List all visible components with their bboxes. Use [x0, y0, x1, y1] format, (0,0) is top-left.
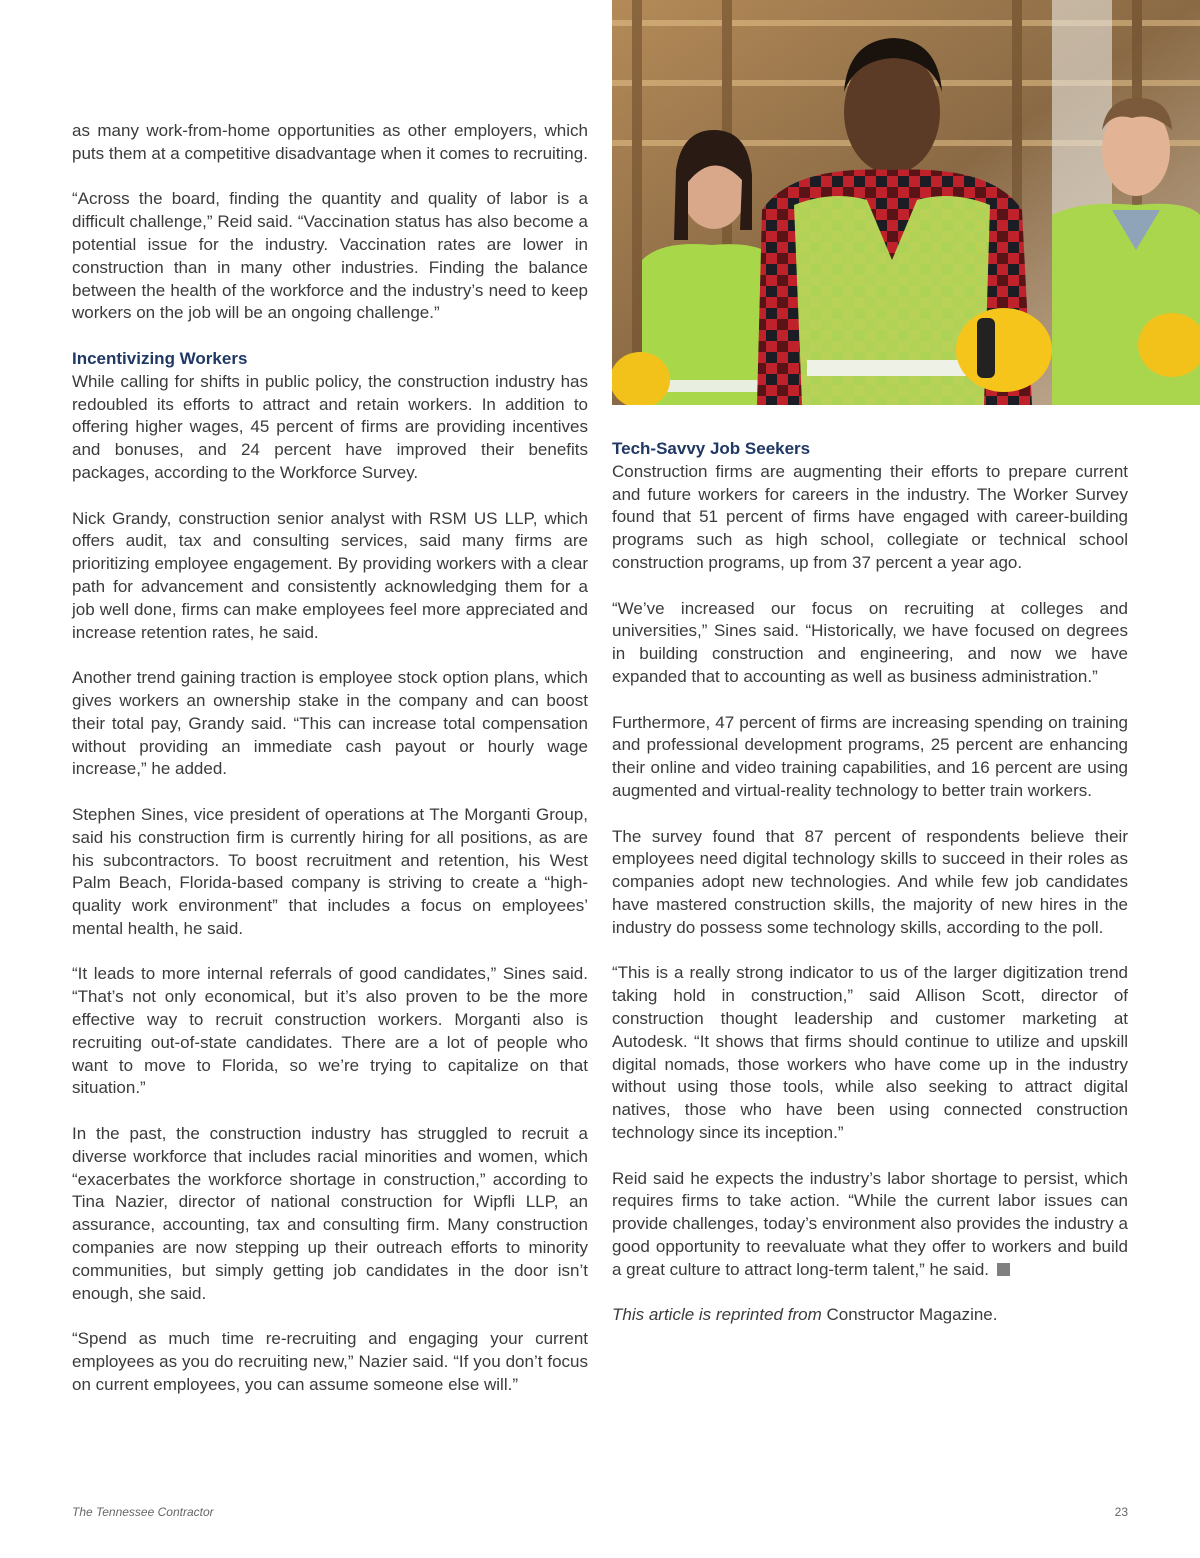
section-heading: Tech-Savvy Job Seekers	[612, 439, 811, 458]
paragraph: Stephen Sines, vice president of operations at The Morganti Group, said his construction firm is currently hiring for all positions, as are his subcontractors. To boost recruitment and retention, his West Palm Beach, Florida-based company is striving to create a “high-quality work environment” that includes a focus on employees’ mental health, he said.	[72, 804, 588, 938]
paragraph	[612, 1168, 1128, 1282]
footer-publication: The Tennessee Contractor	[72, 1505, 214, 1519]
right-column	[612, 438, 1128, 1350]
reprint-note	[612, 1304, 1128, 1327]
paragraph: as many work-from-home opportunities as other employers, which puts them at a competitive disadvantage when it comes to recruiting.	[72, 121, 588, 163]
paragraph: “We’ve increased our focus on recruiting at colleges and universities,” Sines said. “Historically, we have focused on degrees in building construction and engineering, and now we have expanded that to accounting as well as business administration.”	[612, 598, 1128, 686]
section-heading: Incentivizing Workers	[72, 348, 248, 368]
paragraph: The survey found that 87 percent of respondents believe their employees need digital technology skills to succeed in their roles as companies adopt new technologies. And while few job candidates have mastered construction skills, the majority of new hires in the industry do possess some technology skills, according to the poll.	[612, 826, 1128, 937]
paragraph: Construction firms are augmenting their efforts to prepare current and future workers for careers in the industry. The Worker Survey found that 51 percent of firms have engaged with career-building programs such as high school, collegiate or technical school construction programs, up from 37 percent a year ago.	[612, 461, 1128, 572]
closing-paragraph-text: Reid said he expects the industry’s labor shortage to persist, which requires firms to take action. “While the current labor issues can provide challenges, today’s environment also provides the industry a good opportunity to reevaluate what they offer to workers and build a great culture to attract long-term talent,” he said.	[612, 1168, 1128, 1279]
paragraph: “It leads to more internal referrals of good candidates,” Sines said. “That’s not only economical, but it’s also proven to be the more effective way to recruit construction workers. Morganti also is recruiting out-of-state candidates. There are a lot of people who want to move to Florida, so we’re trying to capitalize on that situation.”	[72, 964, 588, 1098]
paragraph: Furthermore, 47 percent of firms are increasing spending on training and professional development programs, 25 percent are enhancing their online and video training capabilities, and 16 percent are using augmented and virtual-reality technology to better train workers.	[612, 712, 1128, 800]
left-column	[72, 120, 588, 1419]
workers-photo	[612, 0, 1200, 405]
paragraph: “Spend as much time re-recruiting and engaging your current employees as you do recruiting new,” Nazier said. “If you don’t focus on current employees, you can assume someone else will.”	[72, 1329, 588, 1394]
page-number: 23	[1114, 1505, 1128, 1519]
end-mark-icon	[997, 1263, 1010, 1276]
reprint-note-italic: This article is reprinted from	[612, 1305, 822, 1325]
paragraph: Nick Grandy, construction senior analyst with RSM US LLP, which offers audit, tax and consulting services, said many firms are prioritizing employee engagement. By providing workers with a clear path for advancement and consistently acknowledging them for a job well done, firms can make employees feel more appreciated and increase retention rates, he said.	[72, 508, 588, 642]
paragraph: “Across the board, finding the quantity and quality of labor is a difficult challenge,” Reid said. “Vaccination status has also become a potential issue for the industry. Vaccination rates are lower in construction than in many other industries. Finding the balance between the health of the workforce and the industry’s need to keep workers on the job will be an ongoing challenge.”	[72, 189, 588, 323]
reprint-note-source: Constructor Magazine.	[821, 1305, 998, 1325]
paragraph: Another trend gaining traction is employee stock option plans, which gives workers an ownership stake in the company and can boost their total pay, Grandy said. “This can increase total compensation without providing an immediate cash payout or hourly wage increase,” he added.	[72, 668, 588, 779]
paragraph: While calling for shifts in public policy, the construction industry has redoubled its efforts to attract and retain workers. In addition to offering higher wages, 45 percent of firms are providing incentives and bonuses, and 24 percent have improved their benefits packages, according to the Workforce Survey.	[72, 371, 588, 482]
paragraph: “This is a really strong indicator to us of the larger digitization trend taking hold in construction,” said Allison Scott, director of construction thought leadership and customer marketing at Autodesk. “It shows that firms should continue to utilize and upskill digital nomads, those workers who have come up in the industry without using those tools, while also seeking to attract digital natives, those who have been using connected construction technology since its inception.”	[612, 963, 1128, 1142]
paragraph: In the past, the construction industry has struggled to recruit a diverse workforce that includes racial minorities and women, which “exacerbates the workforce shortage in construction,” according to Tina Nazier, director of national construction for Wipfli LLP, an assurance, accounting, tax and consulting firm. Many construction companies are now stepping up their outreach efforts to minority communities, but simply getting job candidates in the door isn’t enough, she said.	[72, 1124, 588, 1303]
